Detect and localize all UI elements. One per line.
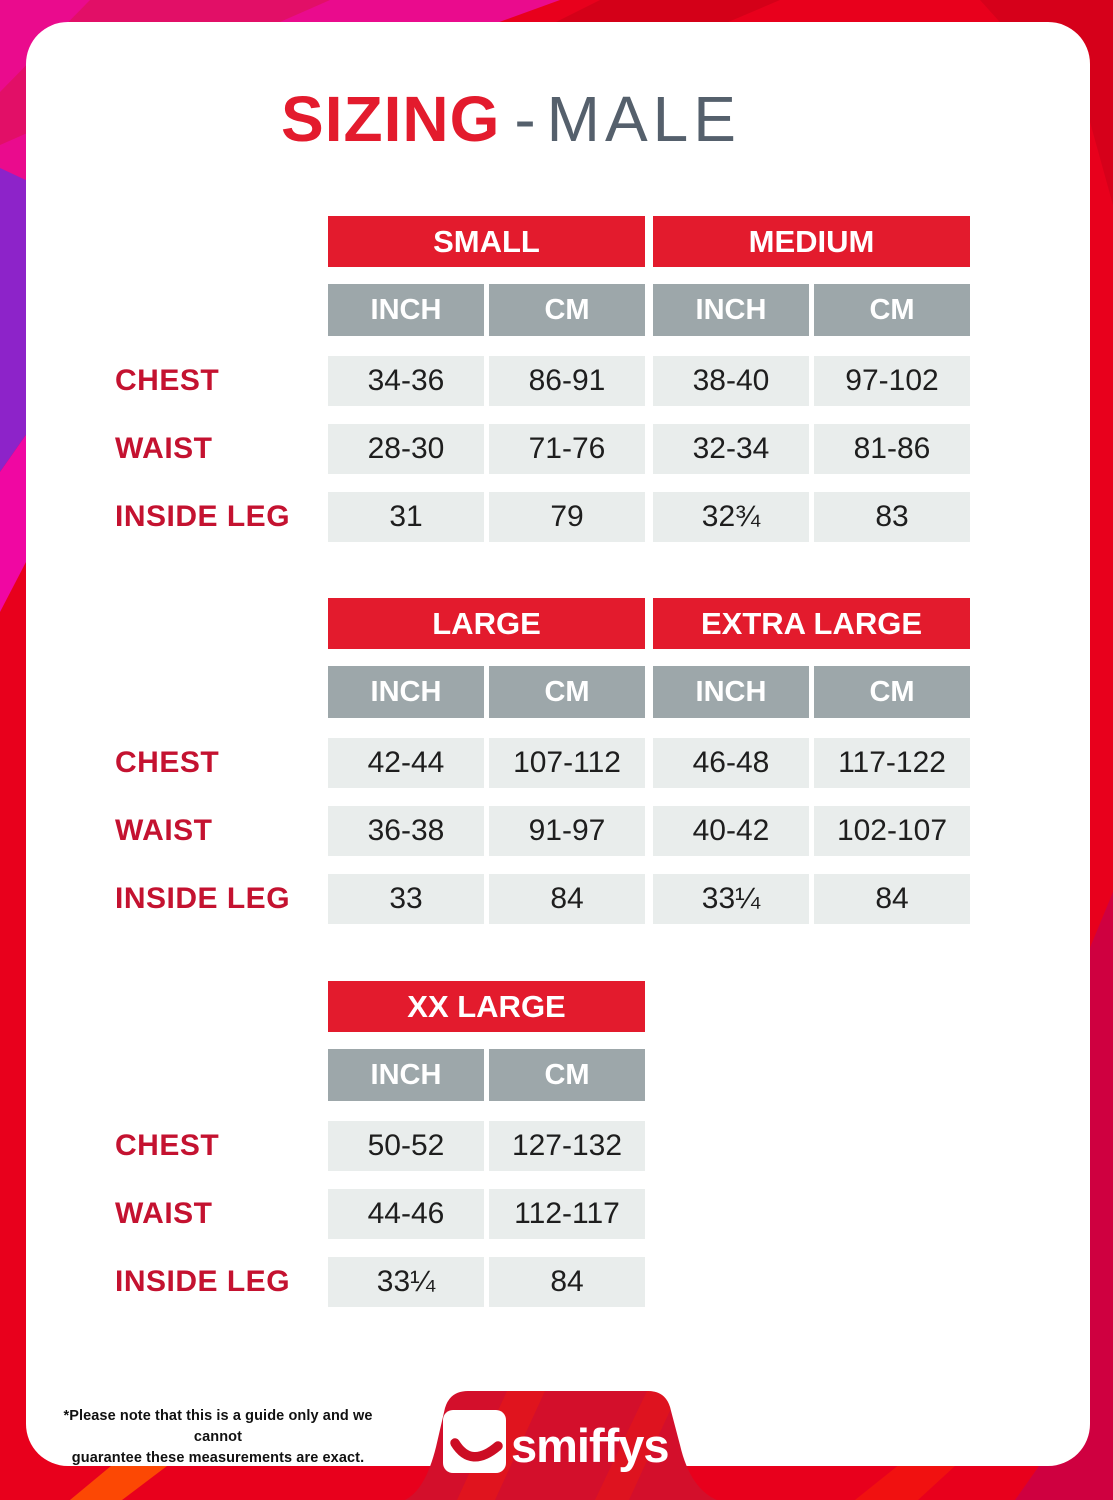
size-cell: 28-30	[328, 424, 484, 474]
size-cell: 127-132	[489, 1121, 645, 1171]
footnote	[55, 1406, 381, 1469]
size-cell: 36-38	[328, 806, 484, 856]
size-cell: 34-36	[328, 356, 484, 406]
size-group-header-large: LARGE	[328, 598, 645, 649]
unit-header-inch: INCH	[653, 666, 809, 718]
measurement-label-inside-leg: INSIDE LEG	[115, 882, 291, 915]
measurement-row-waist	[115, 424, 978, 474]
measurement-label-inside-leg: INSIDE LEG	[115, 500, 291, 533]
measurement-label-chest: CHEST	[115, 364, 220, 397]
unit-header-inch: INCH	[328, 1049, 484, 1101]
size-group-header-medium: MEDIUM	[653, 216, 970, 267]
size-group-header-xx-large: XX LARGE	[328, 981, 645, 1032]
page-title-male: MALE	[546, 83, 741, 155]
measurement-label-inside-leg: INSIDE LEG	[115, 1265, 291, 1298]
page-title-sizing: SIZING	[281, 83, 501, 155]
size-cell: 81-86	[814, 424, 970, 474]
measurement-label-waist: WAIST	[115, 1197, 213, 1230]
unit-header-row	[115, 666, 978, 718]
size-group-header-extra-large: EXTRA LARGE	[653, 598, 970, 649]
size-table-xxlarge	[115, 981, 653, 1307]
size-cell: 112-117	[489, 1189, 645, 1239]
size-group-header-row	[115, 216, 978, 267]
unit-header-cm: CM	[489, 1049, 645, 1101]
measurement-row-chest	[115, 738, 978, 788]
size-cell: 107-112	[489, 738, 645, 788]
page-title-separator: -	[514, 83, 537, 155]
measurement-label-waist: WAIST	[115, 814, 213, 847]
footnote-line-2: guarantee these measurements are exact.	[71, 1450, 365, 1466]
trademark-symbol: TM	[690, 1412, 706, 1424]
size-cell: 38-40	[653, 356, 809, 406]
size-group-header-small: SMALL	[328, 216, 645, 267]
size-cell: 117-122	[814, 738, 970, 788]
measurement-row-inside-leg	[115, 492, 978, 542]
size-cell: 71-76	[489, 424, 645, 474]
smiffys-smile-icon	[443, 1410, 506, 1473]
size-cell: 32-34	[653, 424, 809, 474]
size-cell: 40-42	[653, 806, 809, 856]
size-cell: 33¼	[328, 1257, 484, 1307]
size-cell: 79	[489, 492, 645, 542]
measurement-row-inside-leg	[115, 1257, 653, 1307]
size-cell: 46-48	[653, 738, 809, 788]
unit-header-row	[115, 1049, 653, 1101]
unit-header-cm: CM	[489, 666, 645, 718]
measurement-row-chest	[115, 1121, 653, 1171]
size-cell: 33¼	[653, 874, 809, 924]
footnote-line-1: *Please note that this is a guide only and we cannot	[63, 1408, 373, 1445]
smiffys-badge	[405, 1383, 717, 1500]
smiffys-wordmark: smiffys	[511, 1419, 669, 1472]
unit-header-cm: CM	[814, 284, 970, 336]
unit-header-inch: INCH	[328, 666, 484, 718]
measurement-row-chest	[115, 356, 978, 406]
measurement-row-inside-leg	[115, 874, 978, 924]
measurement-label-chest: CHEST	[115, 1129, 220, 1162]
measurement-label-chest: CHEST	[115, 746, 220, 779]
size-cell: 32¾	[653, 492, 809, 542]
size-cell: 50-52	[328, 1121, 484, 1171]
unit-header-row	[115, 284, 978, 336]
size-cell: 91-97	[489, 806, 645, 856]
size-cell: 84	[814, 874, 970, 924]
size-cell: 42-44	[328, 738, 484, 788]
measurement-label-waist: WAIST	[115, 432, 213, 465]
size-cell: 44-46	[328, 1189, 484, 1239]
unit-header-cm: CM	[814, 666, 970, 718]
unit-header-inch: INCH	[328, 284, 484, 336]
size-cell: 84	[489, 1257, 645, 1307]
size-cell: 102-107	[814, 806, 970, 856]
unit-header-cm: CM	[489, 284, 645, 336]
size-group-header-row	[115, 598, 978, 649]
page-title	[281, 84, 741, 154]
size-cell: 97-102	[814, 356, 970, 406]
size-cell: 86-91	[489, 356, 645, 406]
size-group-header-row	[115, 981, 653, 1032]
size-cell: 83	[814, 492, 970, 542]
measurement-row-waist	[115, 1189, 653, 1239]
size-cell: 31	[328, 492, 484, 542]
size-table-large-xlarge	[115, 598, 978, 924]
size-cell: 84	[489, 874, 645, 924]
size-cell: 33	[328, 874, 484, 924]
measurement-row-waist	[115, 806, 978, 856]
size-table-small-medium	[115, 216, 978, 542]
unit-header-inch: INCH	[653, 284, 809, 336]
